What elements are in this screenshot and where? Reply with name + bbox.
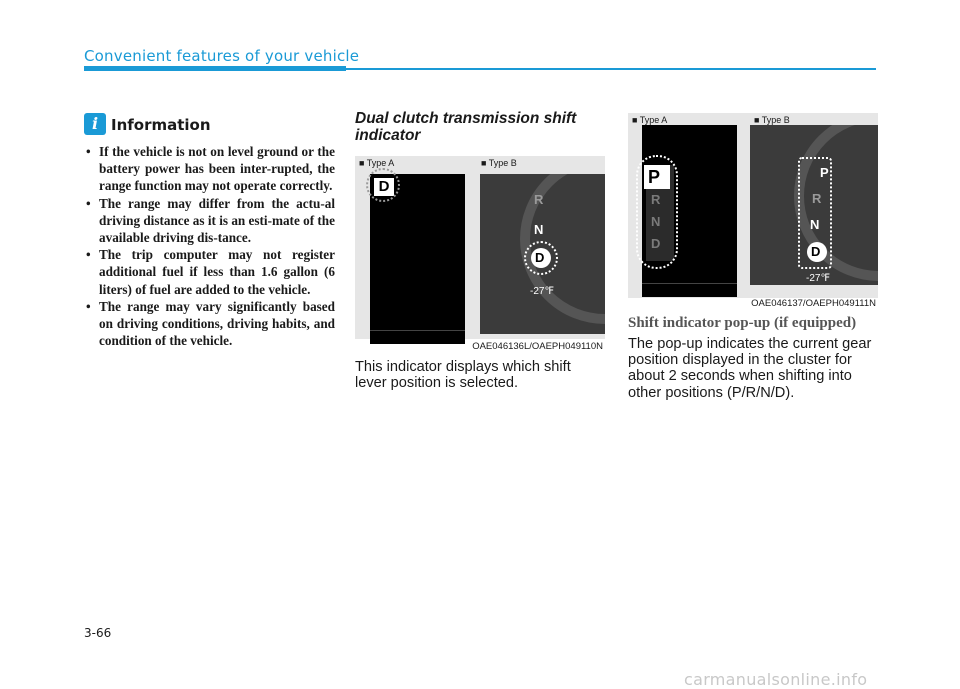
temp-readout: -27℉ <box>530 286 554 297</box>
bullet-item: • The range may differ from the actu-al driving distance as it is an esti-mate of the available driving dis-tance. <box>84 195 335 247</box>
bullet-item: • The range may vary significantly based on driving conditions, driving habits, and condition of the vehicle. <box>84 298 335 350</box>
gear-p: P <box>648 167 661 187</box>
type-b-dial <box>480 174 605 334</box>
gear-r: R <box>651 192 661 207</box>
gear-r: R <box>812 191 822 206</box>
information-title: Information <box>111 116 211 134</box>
popup-figure <box>628 113 878 309</box>
page-number: 3-66 <box>84 626 112 640</box>
watermark: carmanualsonline.info <box>684 670 868 689</box>
divider <box>642 283 737 284</box>
type-a-display <box>370 174 465 344</box>
dct-title: Dual clutch transmission shift indicator <box>355 110 577 144</box>
info-icon: i <box>84 113 106 135</box>
type-b-label: ■ Type B <box>754 115 790 125</box>
type-a-label: ■ Type A <box>632 115 668 125</box>
type-b-label: ■ Type B <box>481 158 517 168</box>
header-rule-thin <box>346 68 876 70</box>
divider <box>370 330 465 331</box>
dct-figure <box>355 156 605 352</box>
section-header: Convenient features of your vehicle <box>84 47 360 65</box>
highlight-circle <box>366 168 400 202</box>
highlight-box <box>798 157 832 269</box>
type-a-display <box>642 125 737 297</box>
temp-readout: -27℉ <box>806 273 830 284</box>
bullet-item: • The trip computer may not register additional fuel if less than 1.6 gallon (6 liters) of fuel are added to the vehicle. <box>84 246 335 298</box>
popup-body: The pop-up indicates the current gear position displayed in the cluster for about 2 seconds when shifting into other positions (P/R/N/D). <box>628 336 872 401</box>
type-a-label: ■ Type A <box>359 158 395 168</box>
gear-p: P <box>820 165 829 180</box>
highlight-circle <box>524 241 558 275</box>
information-bullets <box>84 143 335 349</box>
bullet-item: • If the vehicle is not on level ground or the battery power has been inter-rupted, the range function may not operate correctly. <box>84 143 335 195</box>
gear-d: D <box>811 244 821 259</box>
gear-n: N <box>810 217 820 232</box>
header-rule <box>84 66 346 71</box>
figure-caption: OAE046136L/OAEPH049110N <box>472 341 603 352</box>
type-b-dial <box>750 125 878 285</box>
gear-n: N <box>534 222 544 237</box>
gear-r: R <box>534 192 544 207</box>
popup-title: Shift indicator pop-up (if equipped) <box>628 315 857 331</box>
gear-letter: D <box>378 178 390 195</box>
gear-n: N <box>651 214 661 229</box>
highlight-oval <box>636 155 678 269</box>
gear-d: D <box>651 236 661 251</box>
gear-d: D <box>535 250 545 265</box>
dct-body: This indicator displays which shift lever position is selected. <box>355 359 571 392</box>
figure-caption: OAE046137/OAEPH049111N <box>751 298 876 309</box>
